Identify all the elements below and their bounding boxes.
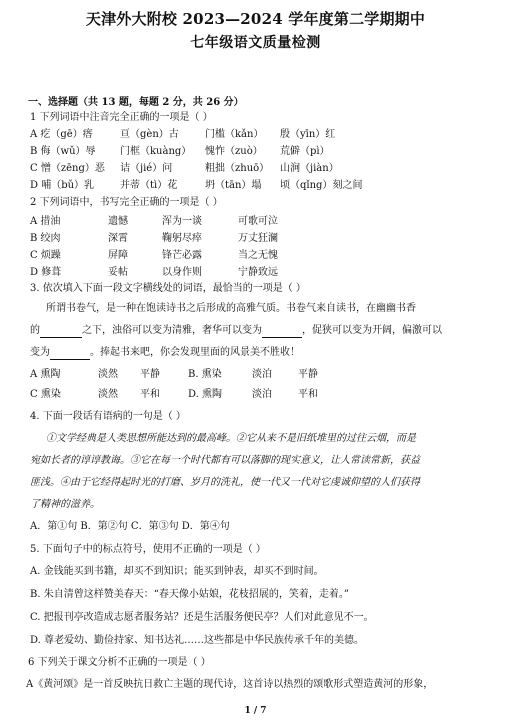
passage-text: 之下，浊俗可以变为清雅，奢华可以变为	[82, 325, 262, 336]
option-text: C 熏染	[30, 389, 61, 400]
q4-passage-line-1: ①文学经典是人类思想所能达到的最高峰。②它从来不是旧纸堆里的过往云烟，而是	[46, 433, 416, 444]
option-text: 深霄	[108, 233, 128, 244]
q5-option-c: C. 把报刊亭改造成志愿者服务站？还是生活服务便民亭？人们对此意见不一。	[30, 612, 374, 623]
option-text: 门槛（kǎn）	[205, 129, 264, 140]
option-text: 诘（jié）问	[120, 163, 173, 174]
option-text: 顷（qǐng）刻之间	[280, 180, 363, 191]
option-text: 愧怍（zuò）	[205, 146, 263, 157]
option-text: C 烦躁	[30, 250, 61, 261]
question-2-stem: 2 下列词语中，书写完全正确的一项是（ ）	[30, 197, 223, 208]
option-text: 可歌可泣	[238, 216, 278, 227]
option-text: 以身作则	[162, 267, 202, 278]
option-text: B. 熏染	[188, 369, 222, 380]
passage-text: 。捧起书来吧，你会发现里面的风景美不胜收！	[90, 347, 300, 358]
passage-text: ，促狭可以变为开阔，偏激可以	[302, 325, 442, 336]
option-text: 淡泊	[252, 369, 272, 380]
q5-option-b: B. 朱自清曾这样赞美春天：“春天像小姑娘，花枝招展的，笑着，走着。”	[30, 589, 349, 600]
q6-option-a: A《黄河颂》是一首反映抗日救亡主题的现代诗，这首诗以热烈的颂歌形式塑造黄河的形象，	[26, 679, 434, 690]
passage-text: 变为	[30, 347, 50, 358]
question-5-stem: 5. 下面句子中的标点符号，使用不正确的一项是（ ）	[30, 544, 266, 555]
option-text: 坍（tān）塌	[205, 180, 262, 191]
option-text: 荒僻（pì）	[280, 146, 330, 157]
option-text: 淡然	[98, 369, 118, 380]
option-text: 妥帖	[108, 267, 128, 278]
q3-passage-line-3	[30, 346, 486, 360]
page-number: 1 / 7	[244, 706, 267, 716]
option-text: A 措油	[30, 216, 61, 227]
q4-options: A．第①句 B．第②句 C．第③句 D．第④句	[30, 521, 230, 532]
option-text: 平静	[140, 369, 160, 380]
option-text: D 修葺	[30, 267, 62, 278]
option-text: D. 熏陶	[188, 389, 223, 400]
option-text: 平和	[298, 389, 318, 400]
option-text: B 绞肉	[30, 233, 61, 244]
q5-option-d: D. 尊老爱幼、勤俭持家、知书达礼……这些都是中华民族传承千年的美德。	[30, 635, 365, 646]
option-text: 宁静致远	[238, 267, 278, 278]
option-text: B 侮（wǔ）辱	[30, 146, 96, 157]
option-text: 并蒂（tì）花	[120, 180, 178, 191]
option-text: 门框（kuàng）	[120, 146, 192, 157]
option-text: 浑为一谈	[162, 216, 202, 227]
option-text: 屏障	[108, 250, 128, 261]
option-text: A 疙（gē）瘩	[30, 129, 93, 140]
option-text: 平静	[298, 369, 318, 380]
option-text: D 哺（bǔ）乳	[30, 180, 95, 191]
option-text: 粗拙（zhuō）	[205, 163, 270, 174]
passage-text: 的	[30, 325, 40, 336]
q3-passage-line-1: 所谓书卷气，是一种在饱读诗书之后形成的高雅气质。书卷气来自读书，在幽幽书香	[46, 303, 416, 314]
fill-blank-2	[262, 327, 302, 338]
question-4-stem: 4. 下面一段话有语病的一句是（ ）	[30, 411, 186, 422]
option-text: 万丈狂澜	[238, 233, 278, 244]
q4-passage-line-2: 宛如长者的谆谆教诲。③它在每一个时代都有可以落脚的现实意义，让人常读常新，获益	[30, 455, 420, 466]
option-text: 亘（gèn）古	[120, 129, 179, 140]
option-text: 遗憾	[108, 216, 128, 227]
option-text: 山涧（jiàn）	[280, 163, 339, 174]
option-text: 淡泊	[252, 389, 272, 400]
q4-passage-line-4: 了精神的滋养。	[30, 499, 100, 510]
fill-blank-1	[40, 327, 82, 338]
q5-option-a: A. 金钱能买到书籍，却买不到知识；能买到钟表，却买不到时间。	[30, 566, 324, 577]
q3-passage-line-2	[30, 324, 486, 338]
question-1-stem: 1 下列词语中注音完全正确的一项是（ ）	[30, 112, 213, 123]
question-3-stem: 3. 依次填入下面一段文字横线处的词语，最恰当的一项是（ ）	[30, 283, 306, 294]
fill-blank-3	[50, 349, 90, 360]
section-heading: 一、选择题（共 13 题，每题 2 分，共 26 分）	[28, 97, 244, 108]
option-text: 淡然	[98, 389, 118, 400]
q4-passage-line-3: 匪浅。④由于它经得起时光的打磨、岁月的洗礼，使一代又一代对它虔诚仰望的人们获得	[30, 477, 420, 488]
option-text: 鞠躬尽瘁	[162, 233, 202, 244]
exam-title: 天津外大附校 2023—2024 学年度第二学期期中	[85, 10, 426, 28]
option-text: A 熏陶	[30, 369, 61, 380]
option-text: 平和	[140, 389, 160, 400]
option-text: 锋芒必露	[162, 250, 202, 261]
option-text: 殷（yīn）红	[280, 129, 336, 140]
exam-subtitle: 七年级语文质量检测	[190, 35, 321, 51]
question-6-stem: 6 下列关于课文分析不正确的一项是（ ）	[28, 657, 211, 668]
option-text: C 憎（zēng）恶	[30, 163, 105, 174]
option-text: 当之无愧	[238, 250, 278, 261]
